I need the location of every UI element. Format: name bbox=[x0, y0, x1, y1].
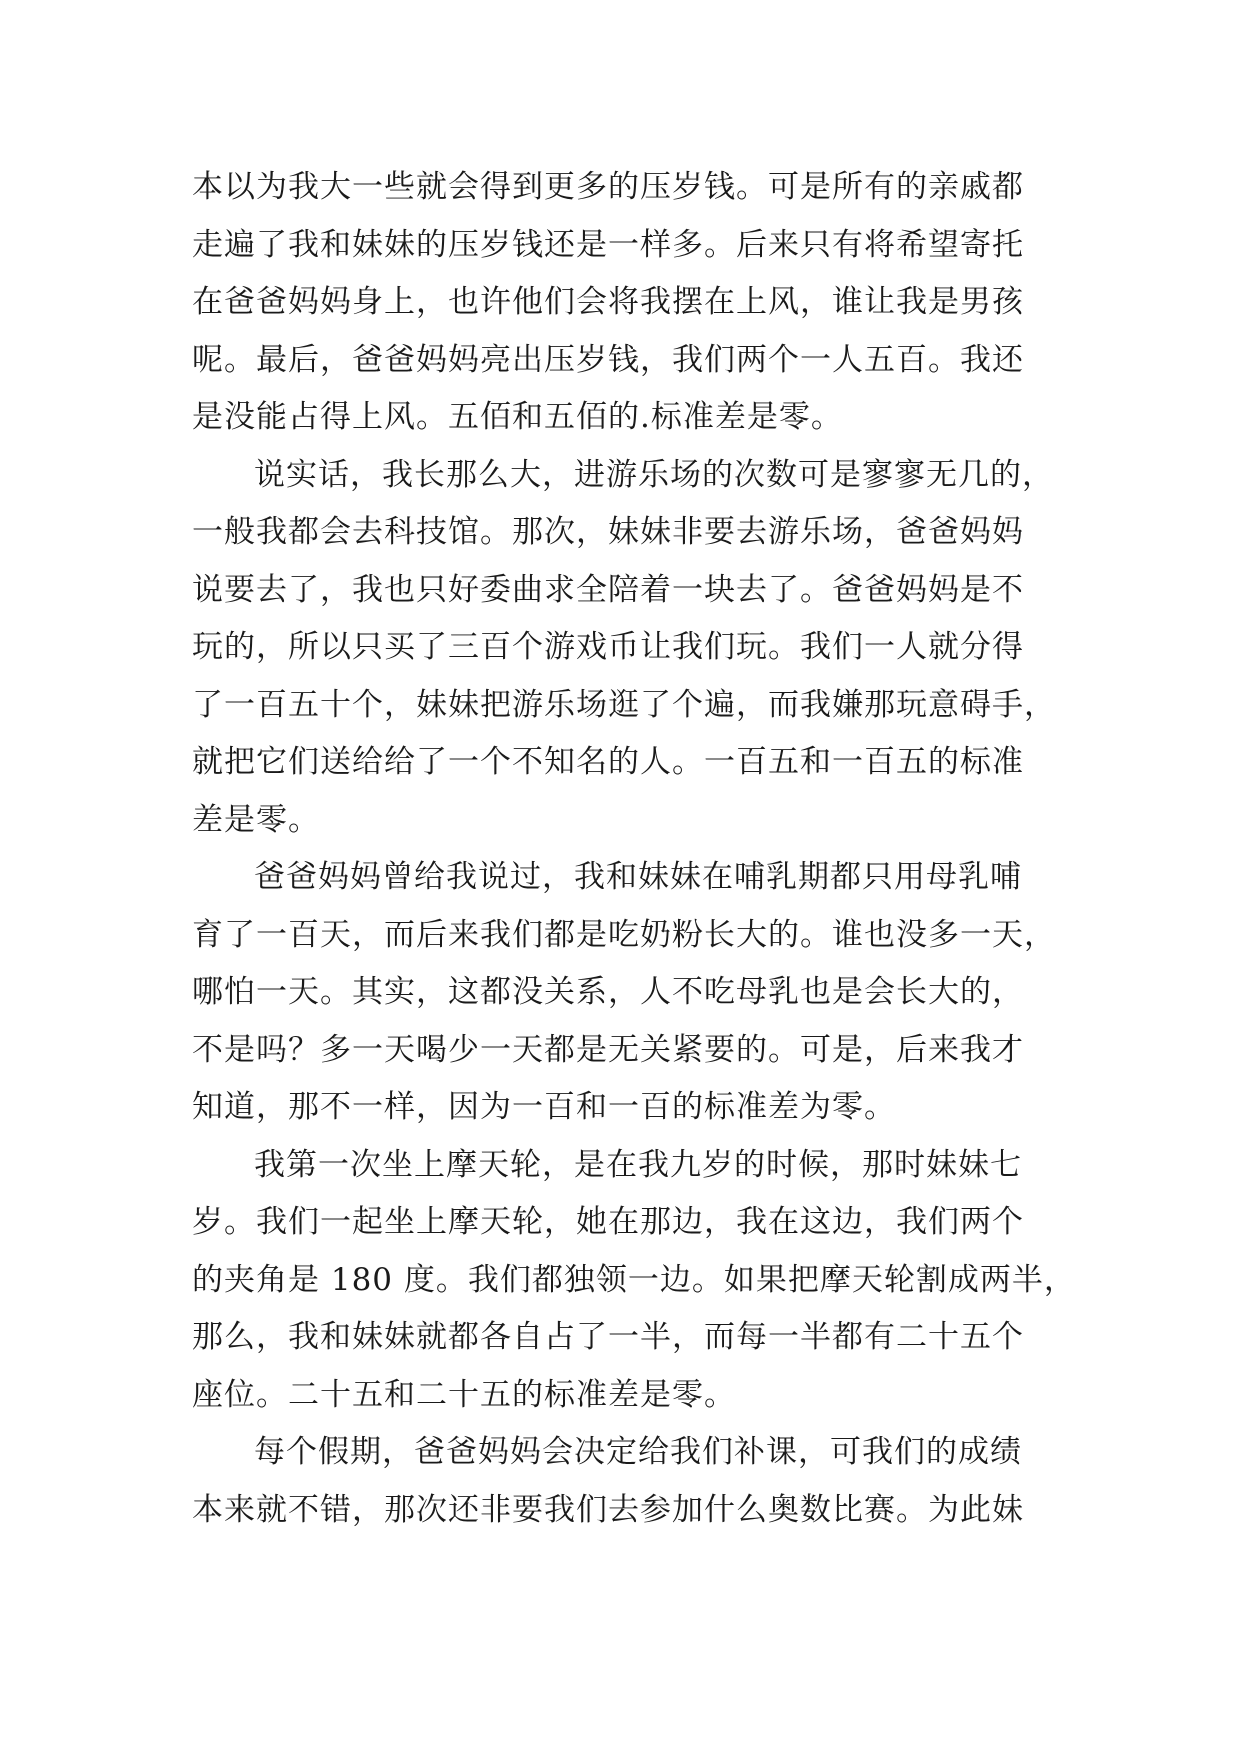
text-line: 呢。最后，爸爸妈妈亮出压岁钱，我们两个一人五百。我还 bbox=[192, 341, 1024, 378]
text-line: 是没能占得上风。五佰和五佰的.标准差是零。 bbox=[192, 399, 843, 435]
text-line: 了一百五十个，妹妹把游乐场逛了个遍，而我嫌那玩意碍手， bbox=[192, 686, 1056, 723]
document-body bbox=[192, 159, 1076, 1539]
paragraph bbox=[192, 1424, 1072, 1539]
text-line: 差是零。 bbox=[192, 801, 320, 838]
text-line: 走遍了我和妹妹的压岁钱还是一样多。后来只有将希望寄托 bbox=[192, 226, 1024, 263]
text-line: 每个假期，爸爸妈妈会决定给我们补课，可我们的成绩 bbox=[254, 1434, 1022, 1470]
text-line: 就把它们送给给了一个不知名的人。一百五和一百五的标准 bbox=[192, 744, 1024, 780]
paragraph bbox=[192, 447, 1072, 850]
text-line: 不是吗？多一天喝少一天都是无关紧要的。可是，后来我才 bbox=[192, 1031, 1024, 1068]
text-line: 说要去了，我也只好委曲求全陪着一块去了。爸爸妈妈是不 bbox=[192, 571, 1024, 608]
text-line: 座位。二十五和二十五的标准差是零。 bbox=[192, 1376, 736, 1413]
text-line: 本以为我大一些就会得到更多的压岁钱。可是所有的亲戚都 bbox=[192, 169, 1024, 205]
text-line: 说实话，我长那么大，进游乐场的次数可是寥寥无几的， bbox=[254, 456, 1054, 493]
text-line: 一般我都会去科技馆。那次，妹妹非要去游乐场，爸爸妈妈 bbox=[192, 514, 1024, 550]
text-line: 哪怕一天。其实，这都没关系，人不吃母乳也是会长大的， bbox=[192, 974, 1024, 1010]
paragraph bbox=[192, 159, 1072, 447]
text-line: 的夹角是 180 度。我们都独领一边。如果把摩天轮割成两半， bbox=[192, 1261, 1076, 1298]
paragraph bbox=[192, 849, 1072, 1137]
text-line: 知道，那不一样，因为一百和一百的标准差为零。 bbox=[192, 1089, 896, 1125]
text-line: 那么，我和妹妹就都各自占了一半，而每一半都有二十五个 bbox=[192, 1319, 1024, 1355]
text-line: 在爸爸妈妈身上，也许他们会将我摆在上风，谁让我是男孩 bbox=[192, 284, 1024, 320]
text-line: 爸爸妈妈曾给我说过，我和妹妹在哺乳期都只用母乳哺 bbox=[254, 859, 1022, 895]
paragraph bbox=[192, 1137, 1076, 1425]
text-line: 本来就不错，那次还非要我们去参加什么奥数比赛。为此妹 bbox=[192, 1491, 1024, 1528]
text-line: 我第一次坐上摩天轮，是在我九岁的时候，那时妹妹七 bbox=[254, 1146, 1022, 1183]
text-line: 玩的，所以只买了三百个游戏币让我们玩。我们一人就分得 bbox=[192, 629, 1024, 665]
text-line: 岁。我们一起坐上摩天轮，她在那边，我在这边，我们两个 bbox=[192, 1204, 1024, 1240]
text-line: 育了一百天，而后来我们都是吃奶粉长大的。谁也没多一天， bbox=[192, 916, 1056, 953]
